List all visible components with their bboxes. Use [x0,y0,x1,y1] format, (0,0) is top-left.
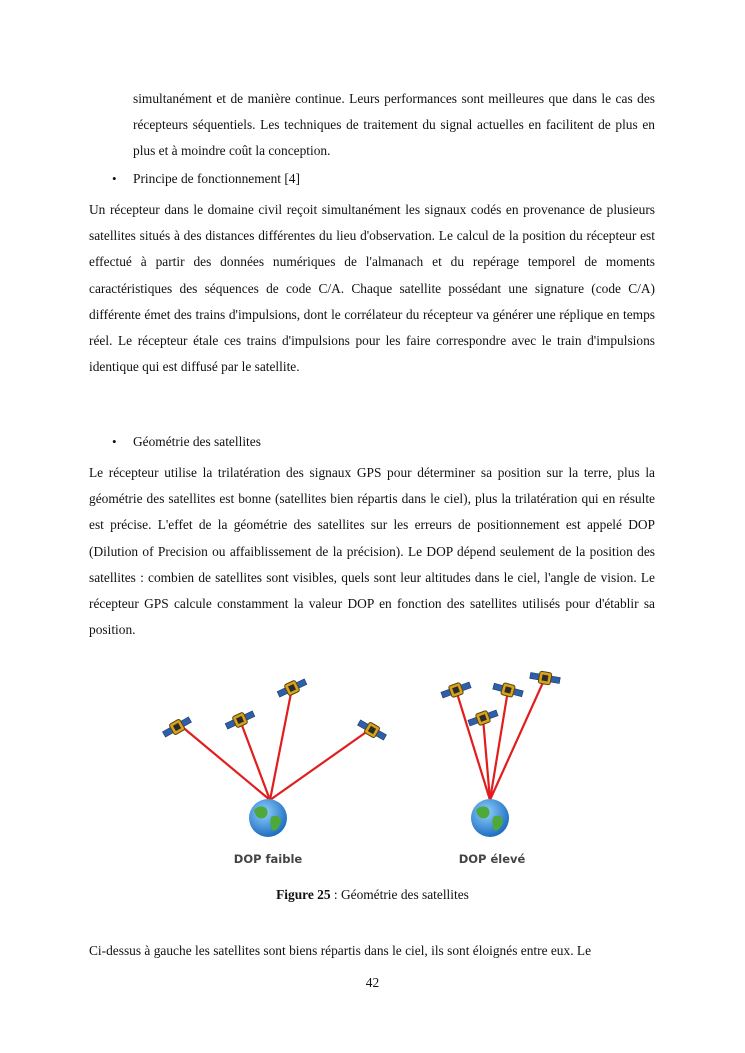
satellite-icon [161,714,193,739]
left-diagram [161,676,388,866]
satellite-icon [356,717,388,742]
satellite-icon [276,676,308,700]
intro-paragraph: simultanément et de manière continue. Leurs performances sont meilleures que dans le cas des récepteurs séquentiels. Les techniques de traitement du signal actuelles en facilitent de plus en plus et à moindre coût la conception. [133,91,655,159]
figure-caption-text: : Géométrie des satellites [330,887,469,902]
figure-caption-number: Figure 25 [276,887,331,902]
dop-eleve-label: DOP élevé [458,852,526,866]
bullet-principe-label: Principe de fonctionnement [4] [133,171,300,186]
principe-paragraph: Un récepteur dans le domaine civil reçoit simultanément les signaux codés en provenance de plusieurs satellites situés à des distances différentes du lieu d'observation. Le calcul de la position du récepteur est effectué à partir des données numériques de l'almanach et du repérage temporel de moments caractéristiques des séquences de code C/A. Chaque satellite possédant une signature (code C/A) différente émet des trains d'impulsions, dont le corrélateur du récepteur va générer une réplique en temps réel. Le récepteur étale ces trains d'impulsions pour les faire correspondre avec le train d'impulsions identique qui est diffusé par le satellite. [89,202,655,375]
bullet-icon: • [112,171,117,186]
geometrie-paragraph: Le récepteur utilise la trilatération des signaux GPS pour déterminer sa position sur la terre, plus la géométrie des satellites est bonne (satellites bien répartis dans le ciel), plus la trilatération qui en résulte est précise. L'effet de la géométrie des satellites sur les erreurs de positionnement est appelé DOP (Dilution of Precision ou affaiblissement de la précision). Le DOP dépend seulement de la position des satellites : combien de satellites sont visibles, quels sont leur altitudes dans le ciel, l'angle de vision. Le récepteur GPS calcule constamment la valeur DOP en fonction des satellites utilisés pour d'établir sa position. [89,465,655,638]
bullet-geometrie-label: Géométrie des satellites [133,434,261,449]
figure-caption [0,885,745,905]
earth-icon [471,799,509,837]
bullet-principe [112,169,300,189]
dop-faible-label: DOP faible [233,852,303,866]
satellite-icon [440,679,472,701]
satellite-geometry-figure [140,660,580,875]
last-paragraph: Ci-dessus à gauche les satellites sont biens répartis dans le ciel, ils sont éloignés entre eux. Le [89,943,592,958]
right-diagram [440,669,561,866]
satellite-icon [224,708,256,732]
satellite-icon [529,669,561,686]
earth-icon [249,799,287,837]
bullet-geometrie [112,432,261,452]
page-number: 42 [365,975,380,990]
bullet-icon: • [112,434,117,449]
